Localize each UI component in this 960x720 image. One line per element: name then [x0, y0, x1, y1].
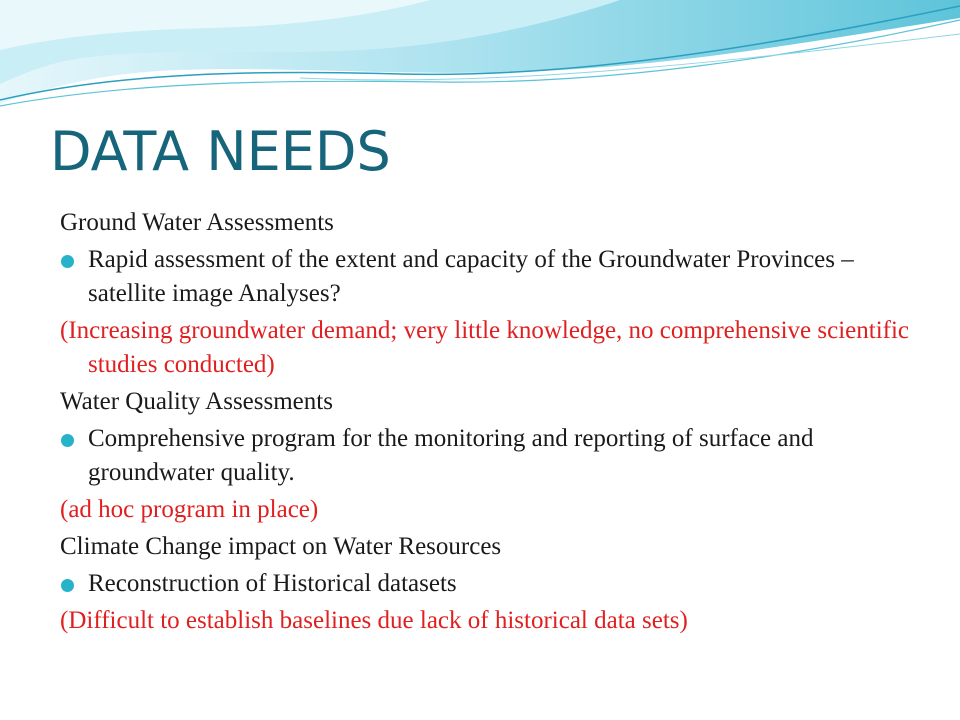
item-text: (ad hoc program in place) — [60, 496, 319, 523]
item-text: Rapid assessment of the extent and capacity of the Groundwater Provinces – satellite image Analyses? — [88, 246, 854, 307]
item-text: (Increasing groundwater demand; very little knowledge, no comprehensive scientific studies conducted) — [60, 317, 910, 378]
note-text — [60, 314, 920, 382]
bullet-icon — [61, 434, 74, 447]
note-text — [60, 604, 920, 638]
slide-content-list — [60, 206, 920, 641]
bullet-item — [60, 567, 920, 601]
item-text: Ground Water Assessments — [60, 209, 334, 236]
bullet-item — [60, 243, 920, 311]
item-text: (Difficult to establish baselines due lack of historical data sets) — [60, 607, 688, 634]
item-text: Climate Change impact on Water Resources — [60, 533, 502, 560]
section-heading — [60, 530, 920, 564]
item-text: Comprehensive program for the monitoring and reporting of surface and groundwater quality. — [88, 425, 814, 486]
section-heading — [60, 206, 920, 240]
bullet-icon — [61, 255, 74, 268]
section-heading — [60, 385, 920, 419]
bullet-item — [60, 422, 920, 490]
bullet-icon — [61, 579, 74, 592]
item-text: Water Quality Assessments — [60, 388, 333, 415]
note-text — [60, 493, 920, 527]
slide-title: DATA NEEDS — [50, 120, 391, 183]
item-text: Reconstruction of Historical datasets — [88, 570, 457, 597]
decorative-wave-banner — [0, 0, 960, 120]
